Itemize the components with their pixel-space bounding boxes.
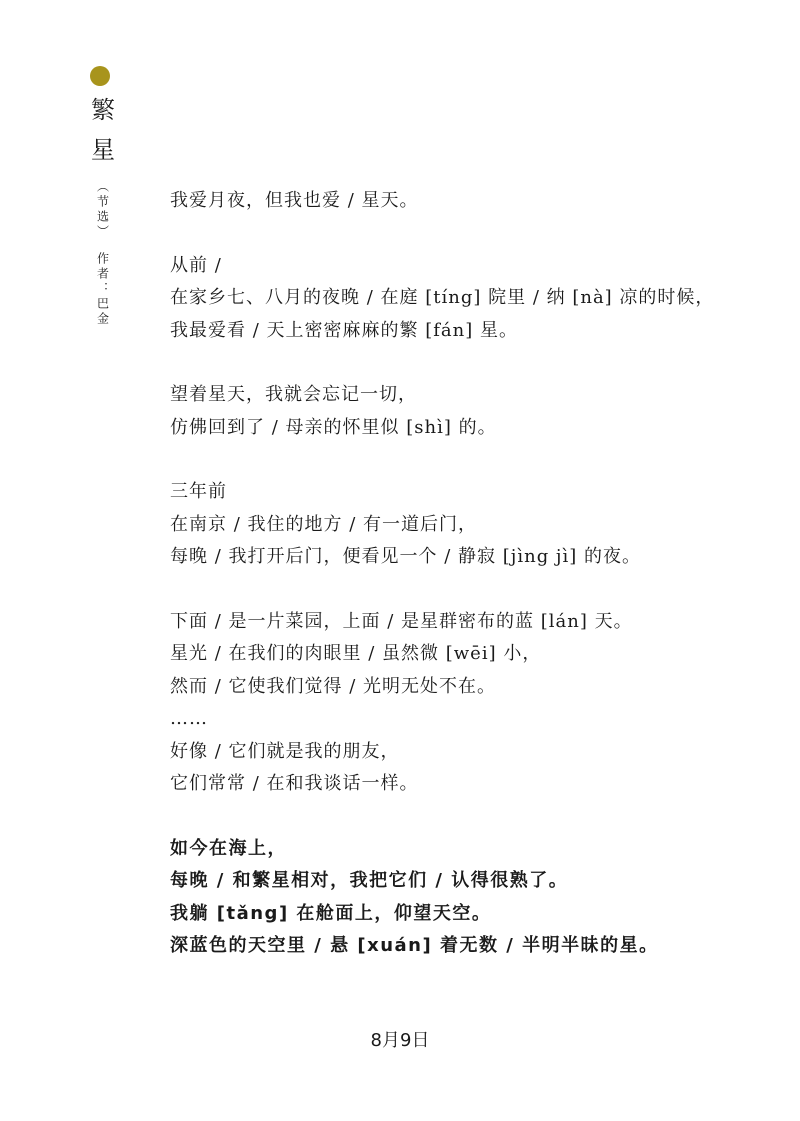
- author-line: 作者：巴金: [95, 252, 110, 327]
- poem-line-bold: 如今在海上，: [170, 837, 287, 859]
- poem-line: 然而 / 它使我们觉得 / 光明无处不在。: [170, 675, 497, 697]
- poem-line: 星光 / 在我们的肉眼里 / 虽然微 [wēi] 小，: [170, 643, 542, 664]
- poem-line: 三年前: [170, 481, 227, 502]
- ellipsis-line: ……: [170, 708, 208, 729]
- poem-line: 望着星天，我就会忘记一切，: [170, 384, 417, 405]
- date-line: 8月9日: [370, 1030, 430, 1051]
- poem-line: 它们常常 / 在和我谈话一样。: [170, 773, 419, 794]
- poem-line-bold: 我躺 [tǎng] 在舱面上，仰望天空。: [170, 902, 492, 924]
- poem-line-bold: 每晚 / 和繁星相对，我把它们 / 认得很熟了。: [170, 870, 569, 891]
- title-column: [88, 98, 118, 327]
- poem-line: 我最爱看 / 天上密密麻麻的繁 [fán] 星。: [170, 319, 518, 341]
- excerpt-note: （节选）: [95, 180, 110, 240]
- subtitle-column: [95, 180, 112, 327]
- poem-line: 从前 /: [170, 254, 222, 276]
- poem-line: 下面 / 是一片菜园，上面 / 是星群密布的蓝 [lán] 天。: [170, 610, 633, 632]
- poem-line: 在家乡七、八月的夜晚 / 在庭 [tíng] 院里 / 纳 [nà] 凉的时候，: [170, 287, 715, 308]
- title-char-2: 星: [91, 136, 115, 164]
- poem-line: 每晚 / 我打开后门，便看见一个 / 静寂 [jìng jì] 的夜。: [170, 546, 642, 567]
- poem-line-bold: 深蓝色的天空里 / 悬 [xuán] 着无数 / 半明半昧的星。: [170, 935, 659, 956]
- title-char-1: 繁: [91, 96, 115, 124]
- poem-line: 在南京 / 我住的地方 / 有一道后门，: [170, 513, 478, 535]
- poem-line: 好像 / 它们就是我的朋友，: [170, 740, 400, 762]
- poem-line: 仿佛回到了 / 母亲的怀里似 [shì] 的。: [170, 416, 497, 438]
- poem-body: [170, 185, 715, 963]
- poem-line: 我爱月夜，但我也爱 / 星天。: [170, 190, 419, 211]
- accent-dot: [90, 66, 110, 86]
